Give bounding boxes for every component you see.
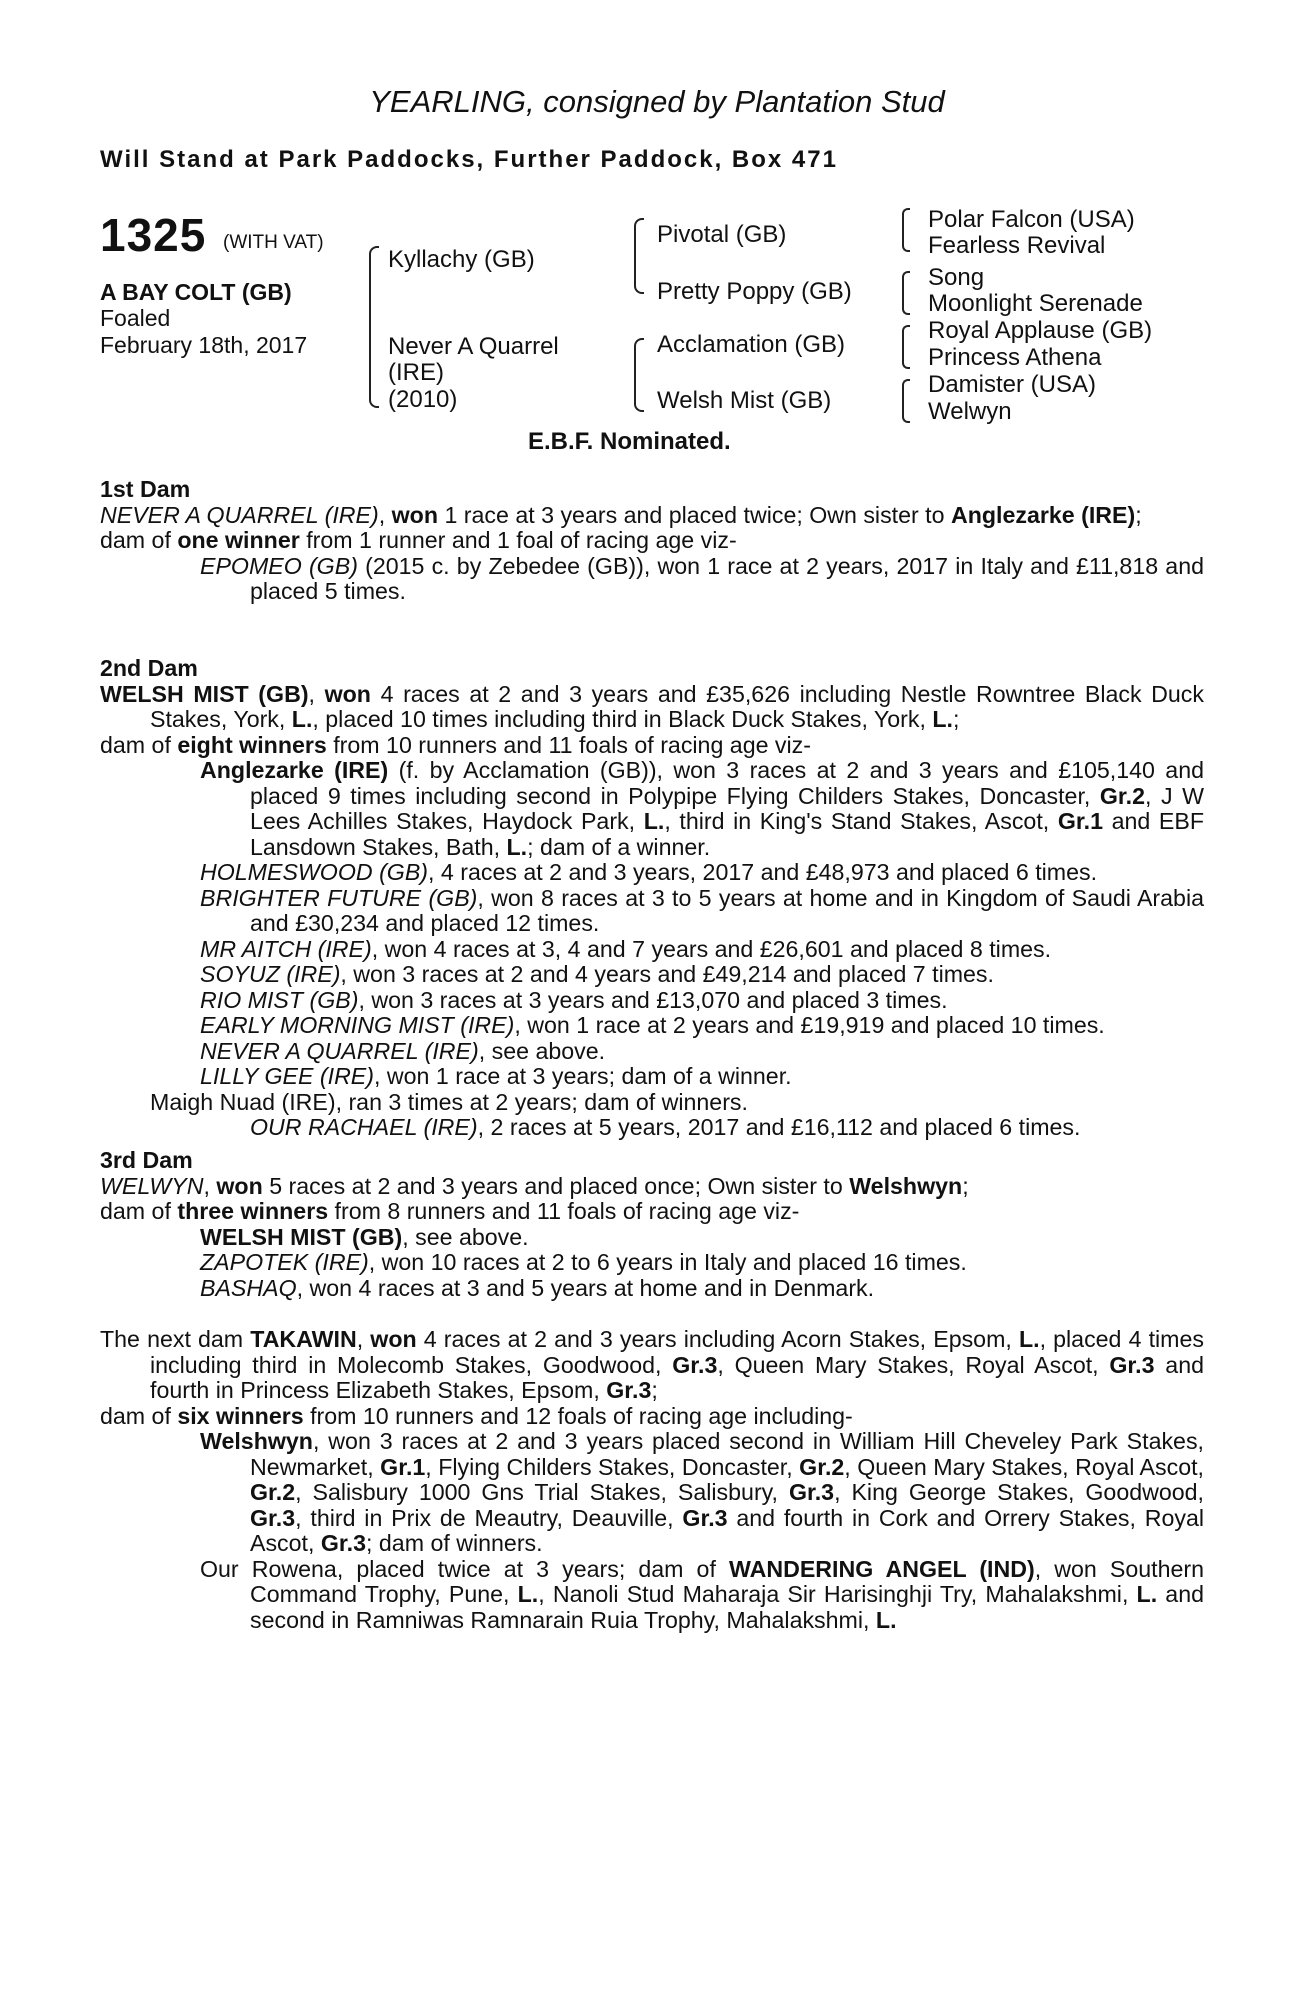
text-run: Gr.2 xyxy=(1099,782,1145,809)
second-dam-foal-3 xyxy=(100,937,1204,963)
third-dam-title: 3rd Dam xyxy=(100,1147,193,1173)
text-run: ; dam of winners. xyxy=(366,1530,543,1556)
text-run: BASHAQ xyxy=(200,1274,297,1301)
text-run: , see above. xyxy=(402,1223,529,1250)
next-dam-summary xyxy=(100,1327,1204,1404)
text-run: ZAPOTEK (IRE) xyxy=(200,1249,369,1275)
text-run: won xyxy=(216,1172,263,1199)
text-run: WELSH MIST (GB) xyxy=(100,680,309,707)
text-run: L. xyxy=(517,1581,539,1607)
text-run: , 4 races at 2 and 3 years, 2017 and £48,973 and placed 6 times. xyxy=(428,859,1098,885)
second-dam-summary xyxy=(100,682,1204,733)
text-run: , placed 4 times including third in Molecomb Stakes, Goodwood, xyxy=(150,1326,1204,1378)
second-dam-section xyxy=(100,656,1204,1141)
text-run: , 2 races at 5 years, 2017 and £16,112 and placed 6 times. xyxy=(477,1114,1081,1140)
text-run: three winners xyxy=(177,1198,329,1224)
gen3-6: Princess Athena xyxy=(928,344,1102,371)
gen3-5: Royal Applause (GB) xyxy=(928,317,1153,344)
second-dam-foal-8 xyxy=(100,1064,1204,1090)
lot-number: 1325 xyxy=(100,209,207,261)
dam-parents-brace xyxy=(634,338,644,412)
text-run: 4 races at 2 and 3 years including Acorn Stakes, Epsom, xyxy=(416,1326,1019,1352)
text-run: , won 1 race at 2 years and £19,919 and placed 10 times. xyxy=(514,1012,1105,1038)
dam-sire: Acclamation (GB) xyxy=(657,331,846,358)
lot-name: A BAY COLT (GB) xyxy=(100,279,292,305)
text-run: L. xyxy=(506,833,528,860)
second-dam-foal-9 xyxy=(100,1090,1204,1116)
text-run: 1 race at 3 years and placed twice; Own sister to xyxy=(438,501,951,528)
text-run: , third in Prix de Meautry, Deauville, xyxy=(295,1504,683,1531)
text-run: Welshwyn xyxy=(200,1428,313,1454)
text-run: , won Southern Command Trophy, Pune, xyxy=(250,1555,1204,1607)
gen3-brace-2 xyxy=(902,271,910,315)
text-run: Gr.3 xyxy=(250,1504,296,1531)
next-dam-foal-1-relative xyxy=(100,1557,1204,1634)
foaled-label: Foaled xyxy=(100,305,171,331)
third-dam-produce-summary xyxy=(100,1199,1204,1225)
text-run: , Nanoli Stud Maharaja Sir Harisinghji Try, Mahalakshmi, xyxy=(538,1581,1137,1607)
second-dam-title: 2nd Dam xyxy=(100,655,198,681)
text-run: Anglezarke (IRE) xyxy=(200,757,389,783)
first-dam-title: 1st Dam xyxy=(100,476,191,502)
dam-name-line1: Never A Quarrel xyxy=(388,333,559,360)
text-run: SOYUZ (IRE) xyxy=(200,961,341,987)
text-run: and EBF Lansdown Stakes, Bath, xyxy=(250,808,1205,860)
text-run: , King George Stakes, Goodwood, xyxy=(834,1479,1204,1505)
text-run: , Queen Mary Stakes, Royal Ascot, xyxy=(717,1351,1110,1378)
text-run: RIO MIST (GB) xyxy=(200,986,359,1013)
text-run: , Salisbury 1000 Gns Trial Stakes, Salisbury, xyxy=(295,1479,789,1505)
text-run: won xyxy=(391,501,439,528)
text-run: six winners xyxy=(177,1402,304,1429)
next-dam-section xyxy=(100,1327,1204,1633)
sire-dam-brace xyxy=(369,246,379,408)
text-run: dam of xyxy=(100,1198,178,1224)
text-run: , placed 10 times including third in Black Duck Stakes, York, xyxy=(312,706,933,732)
ebf-nominated: E.B.F. Nominated. xyxy=(528,428,731,455)
text-run: , see above. xyxy=(478,1037,606,1064)
third-dam-summary xyxy=(100,1174,1204,1200)
text-run: Maigh Nuad (IRE), ran 3 times at 2 years; dam of winners. xyxy=(150,1088,748,1115)
text-run: Gr.1 xyxy=(380,1453,426,1480)
text-run: L. xyxy=(1136,1581,1158,1607)
text-run: and fourth in Princess Elizabeth Stakes, Epsom, xyxy=(150,1351,1204,1403)
text-run: , won 4 races at 3, 4 and 7 years and £26,601 and placed 8 times. xyxy=(371,935,1052,962)
first-dam-foal-1 xyxy=(100,554,1204,605)
next-dam-foal-1 xyxy=(100,1429,1204,1557)
text-run: ; xyxy=(651,1377,658,1403)
dam-dam: Welsh Mist (GB) xyxy=(657,387,832,414)
text-run: and fourth in Cork and Orrery Stakes, Royal Ascot, xyxy=(250,1504,1205,1556)
first-dam-section xyxy=(100,477,1204,605)
first-dam-produce-summary xyxy=(100,528,1204,554)
text-run: OUR RACHAEL (IRE) xyxy=(250,1114,478,1140)
consignment-heading: YEARLING, consigned by Plantation Stud xyxy=(369,84,945,119)
second-dam-foal-4 xyxy=(100,962,1204,988)
text-run: BRIGHTER FUTURE (GB) xyxy=(200,884,478,911)
text-run: Gr.3 xyxy=(320,1530,367,1556)
text-run: , won 3 races at 2 and 3 years placed second in William Hill Cheveley Park Stakes, Newmarket, xyxy=(250,1428,1204,1480)
text-run: WANDERING ANGEL (IND) xyxy=(728,1555,1035,1582)
gen3-2: Fearless Revival xyxy=(928,232,1106,259)
second-dam-foal-6 xyxy=(100,1013,1204,1039)
text-run: Gr.2 xyxy=(250,1479,296,1505)
text-run: L. xyxy=(1018,1326,1040,1352)
text-run: , xyxy=(356,1326,371,1352)
text-run: ; xyxy=(962,1172,969,1199)
gen3-3: Song xyxy=(928,264,985,291)
gen3-8: Welwyn xyxy=(928,398,1012,425)
text-run: L. xyxy=(875,1606,897,1633)
third-dam-foal-1 xyxy=(100,1225,1204,1251)
text-run: The next dam xyxy=(100,1326,251,1352)
vat-label: (WITH VAT) xyxy=(223,232,324,253)
text-run: Gr.3 xyxy=(1109,1351,1155,1378)
sire-sire: Pivotal (GB) xyxy=(657,221,787,248)
text-run: , Flying Childers Stakes, Doncaster, xyxy=(425,1453,800,1480)
text-run: LILLY GEE (IRE) xyxy=(200,1063,374,1089)
text-run: Gr.3 xyxy=(682,1504,728,1531)
third-dam-foal-3 xyxy=(100,1276,1204,1302)
text-run: dam of xyxy=(100,731,178,758)
dam-name-line2: (IRE) xyxy=(388,359,444,386)
next-dam-produce-summary xyxy=(100,1404,1204,1430)
second-dam-foal-5 xyxy=(100,988,1204,1014)
text-run: , won 3 races at 3 years and £13,070 and placed 3 times. xyxy=(358,986,948,1013)
text-run: Welshwyn xyxy=(849,1172,963,1199)
text-run: 4 races at 2 and 3 years and £35,626 including Nestle Rowntree Black Duck Stakes, York, xyxy=(150,680,1204,732)
text-run: WELWYN xyxy=(100,1172,204,1199)
text-run: NEVER A QUARREL (IRE) xyxy=(200,1037,479,1064)
text-run: , xyxy=(308,680,325,707)
gen3-1: Polar Falcon (USA) xyxy=(928,206,1135,233)
stand-location: Will Stand at Park Paddocks, Further Paddock, Box 471 xyxy=(100,146,838,173)
sire-name: Kyllachy (GB) xyxy=(388,246,535,273)
text-run: (f. by Acclamation (GB)), won 3 races at 2 and 3 years and £105,140 and placed 9 times including second in Polypipe Flying Childers Stakes, Doncaster, xyxy=(250,757,1204,809)
text-run: HOLMESWOOD (GB) xyxy=(200,859,429,885)
text-run: , J W Lees Achilles Stakes, Haydock Park, xyxy=(250,782,1204,834)
text-run: , xyxy=(378,501,392,528)
text-run: ; dam of a winner. xyxy=(527,833,711,860)
text-run: 5 races at 2 and 3 years and placed once; Own sister to xyxy=(262,1172,850,1199)
third-dam-section xyxy=(100,1148,1204,1301)
text-run: , won 1 race at 3 years; dam of a winner. xyxy=(374,1063,792,1089)
text-run: and second in Ramniwas Ramnarain Ruia Trophy, Mahalakshmi, xyxy=(250,1581,1204,1633)
gen3-7: Damister (USA) xyxy=(928,371,1097,398)
second-dam-foal-7 xyxy=(100,1039,1204,1065)
text-run: Gr.1 xyxy=(1057,808,1103,834)
first-dam-summary xyxy=(100,503,1204,529)
second-dam-produce-summary xyxy=(100,733,1204,759)
text-run: WELSH MIST (GB) xyxy=(200,1223,403,1250)
text-run: eight winners xyxy=(177,731,327,758)
text-run: , won 8 races at 3 to 5 years at home and in Kingdom of Saudi Arabia and £30,234 and placed 12 times. xyxy=(250,884,1204,936)
text-run: ; xyxy=(1135,501,1142,528)
text-run: Our Rowena, placed twice at 3 years; dam of xyxy=(200,1555,729,1582)
text-run: MR AITCH (IRE) xyxy=(200,935,372,962)
text-run: from 1 runner and 1 foal of racing age viz- xyxy=(299,527,737,553)
text-run: Gr.2 xyxy=(799,1453,845,1480)
text-run: L. xyxy=(291,706,313,732)
text-run: L. xyxy=(932,706,953,732)
text-run: Gr.3 xyxy=(672,1351,718,1378)
text-run: EPOMEO (GB) xyxy=(200,552,358,579)
text-run: dam of xyxy=(100,527,178,553)
sire-parents-brace xyxy=(634,218,644,294)
gen3-brace-1 xyxy=(902,208,910,252)
third-dam-foal-2 xyxy=(100,1250,1204,1276)
text-run: from 8 runners and 11 foals of racing age viz- xyxy=(328,1198,800,1224)
text-run: NEVER A QUARREL (IRE) xyxy=(100,501,379,528)
sire-dam: Pretty Poppy (GB) xyxy=(657,278,852,305)
second-dam-foal-1-offspring xyxy=(100,860,1204,886)
gen3-brace-3 xyxy=(902,325,910,369)
text-run: , won 10 races at 2 to 6 years in Italy and placed 16 times. xyxy=(368,1249,967,1275)
gen3-4: Moonlight Serenade xyxy=(928,290,1143,317)
second-dam-foal-9-offspring xyxy=(100,1115,1204,1141)
text-run: Anglezarke (IRE) xyxy=(950,501,1136,528)
text-run: dam of xyxy=(100,1402,178,1429)
text-run: won xyxy=(370,1326,417,1352)
foaled-date: February 18th, 2017 xyxy=(100,332,308,358)
text-run: Gr.3 xyxy=(606,1377,652,1403)
text-run: ; xyxy=(952,706,960,732)
dam-foaled-year: (2010) xyxy=(388,386,458,413)
text-run: Gr.3 xyxy=(788,1479,835,1505)
second-dam-foal-1 xyxy=(100,758,1204,860)
text-run: (2015 c. by Zebedee (GB)), won 1 race at 2 years, 2017 in Italy and £11,818 and placed 5 times. xyxy=(250,552,1204,604)
second-dam-foal-2 xyxy=(100,886,1204,937)
text-run: won xyxy=(324,680,371,707)
text-run: from 10 runners and 12 foals of racing age including- xyxy=(303,1402,853,1429)
text-run: , won 3 races at 2 and 4 years and £49,214 and placed 7 times. xyxy=(340,961,994,987)
text-run: L. xyxy=(643,808,665,834)
text-run: , Queen Mary Stakes, Royal Ascot, xyxy=(844,1453,1204,1480)
text-run: , third in King's Stand Stakes, Ascot, xyxy=(664,808,1058,834)
text-run: , xyxy=(203,1172,217,1199)
text-run: from 10 runners and 11 foals of racing age viz- xyxy=(326,731,811,758)
text-run: TAKAWIN xyxy=(250,1326,357,1352)
text-run: , won 4 races at 3 and 5 years at home and in Denmark. xyxy=(296,1274,875,1301)
text-run: EARLY MORNING MIST (IRE) xyxy=(200,1012,515,1038)
text-run: one winner xyxy=(177,527,300,553)
gen3-brace-4 xyxy=(902,379,910,423)
